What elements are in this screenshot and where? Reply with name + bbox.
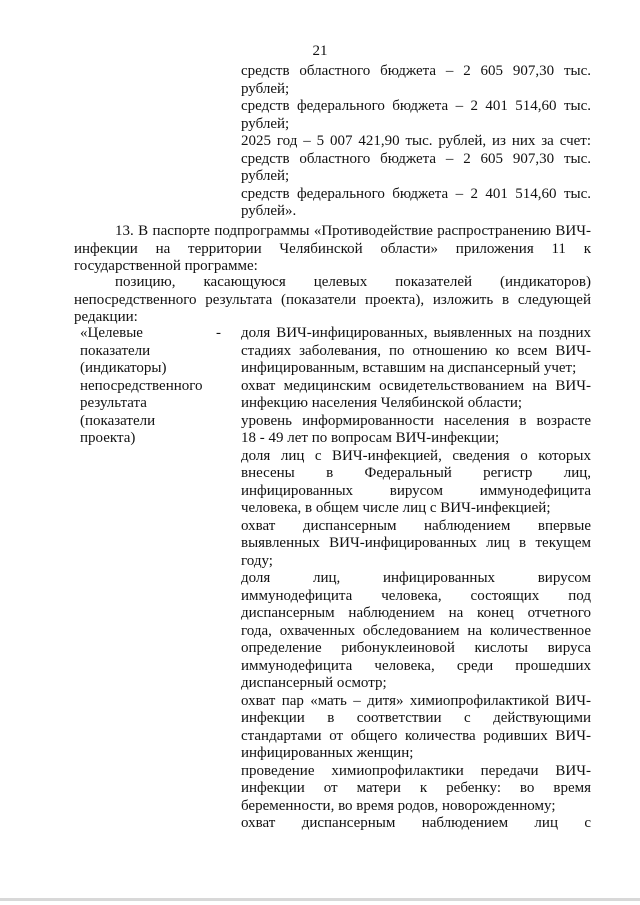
budget-line: 2025 год – 5 007 421,90 тыс. рублей, из них за счет:: [241, 133, 591, 149]
indicator-line: инфекции от матери к ребенку: во время: [241, 780, 591, 796]
indicators-label-line: «Целевые: [80, 325, 143, 341]
budget-line: средств областного бюджета – 2 605 907,30 тыс.: [241, 150, 591, 167]
indicator-line: инфекции в соответствии с действующими: [241, 710, 591, 726]
indicator-line: уровень информированности населения в возрасте: [241, 412, 591, 429]
paragraph-13-line: 13. В паспорте подпрограммы «Противодействие распространению ВИЧ-: [115, 223, 591, 239]
indicator-line: доля лиц, инфицированных вирусом: [241, 570, 591, 586]
paragraph-position-line: позицию, касающуюся целевых показателей (индикаторов): [115, 274, 591, 290]
indicators-label-line: (индикаторы): [80, 360, 167, 376]
paragraph-position-line: непосредственного результата (показатели проекта), изложить в следующей: [74, 291, 591, 308]
indicator-line: проведение химиопрофилактики передачи ВИЧ-: [241, 762, 591, 779]
indicator-line: инфекцию населения Челябинской области;: [241, 395, 523, 411]
indicators-label-line: показатели: [80, 342, 151, 359]
indicator-line: охват медицинским освидетельствованием на ВИЧ-: [241, 377, 591, 394]
indicator-line: иммунодефицита человека, среди прошедших: [241, 657, 591, 674]
budget-line: средств федерального бюджета – 2 401 514,60 тыс.: [241, 185, 591, 202]
indicator-line: года, охваченных обследованием на количественное: [241, 622, 591, 639]
indicator-line: инфицированных женщин;: [241, 745, 414, 761]
indicator-line: стадиях заболевания, по отношению ко всем ВИЧ-: [241, 342, 591, 359]
indicator-line: охват пар «мать – дитя» химиопрофилактикой ВИЧ-: [241, 692, 591, 709]
indicators-label-cell: [80, 325, 230, 448]
indicator-line: стандартами от общего количества родивших ВИЧ-: [241, 727, 591, 744]
indicator-line: охват диспансерным наблюдением лиц с: [241, 815, 591, 831]
indicator-line: инфицированных вирусом иммунодефицита: [241, 482, 591, 499]
indicators-label-line: результата: [80, 395, 147, 411]
indicator-line: году;: [241, 552, 273, 569]
indicators-list-cell: [241, 325, 591, 833]
paragraph-position-line: редакции:: [74, 309, 138, 325]
indicator-line: доля ВИЧ-инфицированных, выявленных на поздних: [241, 325, 591, 341]
indicators-label-line: непосредственного: [80, 377, 203, 394]
indicators-label-line: (показатели: [80, 412, 156, 429]
budget-line: средств областного бюджета – 2 605 907,30 тыс.: [241, 63, 591, 79]
indicator-line: инфицированным, вставшим на диспансерный учет;: [241, 360, 577, 376]
scan-edge-line: [0, 898, 640, 901]
indicator-line: выявленных ВИЧ-инфицированных лиц в текущем: [241, 535, 591, 551]
indicator-line: человека, в общем числе лиц с ВИЧ-инфекцией;: [241, 500, 551, 516]
paragraph-position: [74, 274, 591, 327]
budget-line: рублей;: [241, 115, 290, 132]
indicator-line: охват диспансерным наблюдением впервые: [241, 517, 591, 534]
indicator-line: диспансерный осмотр;: [241, 675, 387, 691]
page-number: 21: [312, 43, 328, 59]
indicators-label-line: проекта): [80, 430, 136, 446]
table-dash: -: [216, 325, 221, 341]
budget-line: рублей».: [241, 203, 297, 219]
indicator-line: беременности, во время родов, новорожденному;: [241, 797, 556, 814]
indicator-line: доля лиц с ВИЧ-инфекцией, сведения о которых: [241, 447, 591, 464]
budget-line: средств федерального бюджета – 2 401 514,60 тыс.: [241, 98, 591, 114]
indicator-line: иммунодефицита человека, состоящих под: [241, 587, 591, 604]
indicator-line: внесены в Федеральный регистр лиц,: [241, 465, 591, 481]
budget-line: рублей;: [241, 168, 290, 184]
budget-continuation-block: [241, 63, 591, 221]
paragraph-13-line: инфекции на территории Челябинской области» приложения 11 к: [74, 240, 591, 257]
indicator-line: определение рибонуклеиновой кислоты вируса: [241, 640, 591, 656]
indicator-line: диспансерным наблюдением на конец отчетного: [241, 605, 591, 621]
budget-line: рублей;: [241, 80, 290, 97]
paragraph-13: [74, 223, 591, 276]
paragraph-13-line: государственной программе:: [74, 258, 258, 274]
indicator-line: 18 - 49 лет по вопросам ВИЧ-инфекции;: [241, 430, 500, 446]
